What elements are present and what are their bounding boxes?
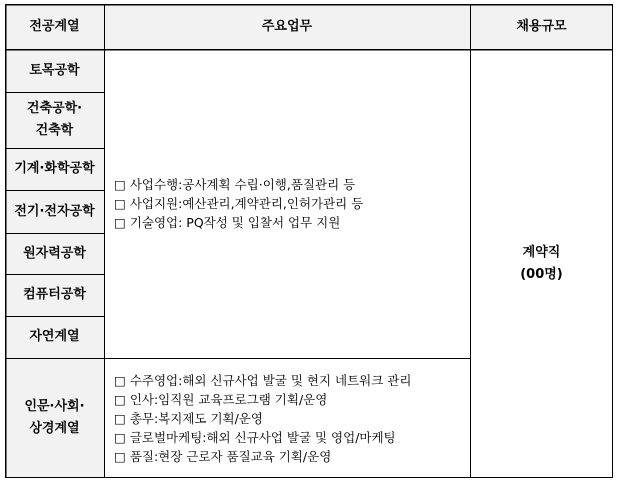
duty-item: □ 기술영업: PQ작성 및 입찰서 업무 지원	[114, 215, 341, 230]
major-label: 기계·화학공학	[14, 161, 95, 176]
duty-item: □ 수주영업:해외 신규사업 발굴 및 현지 네트워크 관리	[114, 372, 412, 388]
duty-item: □ 품질:현장 근로자 품질교육 기획/운영	[114, 448, 332, 464]
header-duties: 주요업무	[104, 4, 470, 49]
checkbox-icon: □	[114, 196, 126, 211]
major-label: 토목공학	[29, 62, 80, 78]
checkbox-icon: □	[114, 391, 126, 407]
table-grid	[5, 4, 613, 478]
checkbox-icon: □	[114, 177, 126, 192]
employment-type: 계약직	[522, 244, 561, 260]
recruitment-table	[5, 4, 613, 478]
headcount: (00명)	[520, 266, 563, 282]
checkbox-icon: □	[114, 429, 126, 445]
header-major: 전공계열	[5, 4, 104, 49]
major-label: 자연계열	[29, 329, 80, 344]
checkbox-icon: □	[114, 448, 126, 464]
checkbox-icon: □	[114, 215, 126, 230]
duty-item: □ 사업지원:예산관리,계약관리,인허가관리 등	[114, 196, 364, 211]
major-label: 전기·전자공학	[14, 203, 95, 219]
major-label: 건축학	[35, 123, 74, 138]
checkbox-icon: □	[114, 410, 126, 426]
major-label: 상경계열	[29, 421, 80, 436]
header-scale: 채용규모	[470, 4, 613, 49]
duty-item: □ 인사:임직원 교육프로그램 기획/운영	[114, 391, 328, 407]
checkbox-icon: □	[114, 372, 126, 388]
major-label: 원자력공학	[23, 245, 86, 261]
major-label: 건축공학·	[26, 101, 83, 116]
duty-item: □ 글로벌마케팅:해외 신규사업 발굴 및 영업/마케팅	[114, 429, 396, 445]
duty-item: □ 사업수행:공사계획 수립·이행,품질관리 등	[114, 177, 356, 192]
duty-item: □ 총무:복지제도 기획/운영	[114, 410, 263, 426]
major-label: 컴퓨터공학	[23, 287, 86, 302]
major-label: 인문·사회·	[24, 399, 85, 414]
